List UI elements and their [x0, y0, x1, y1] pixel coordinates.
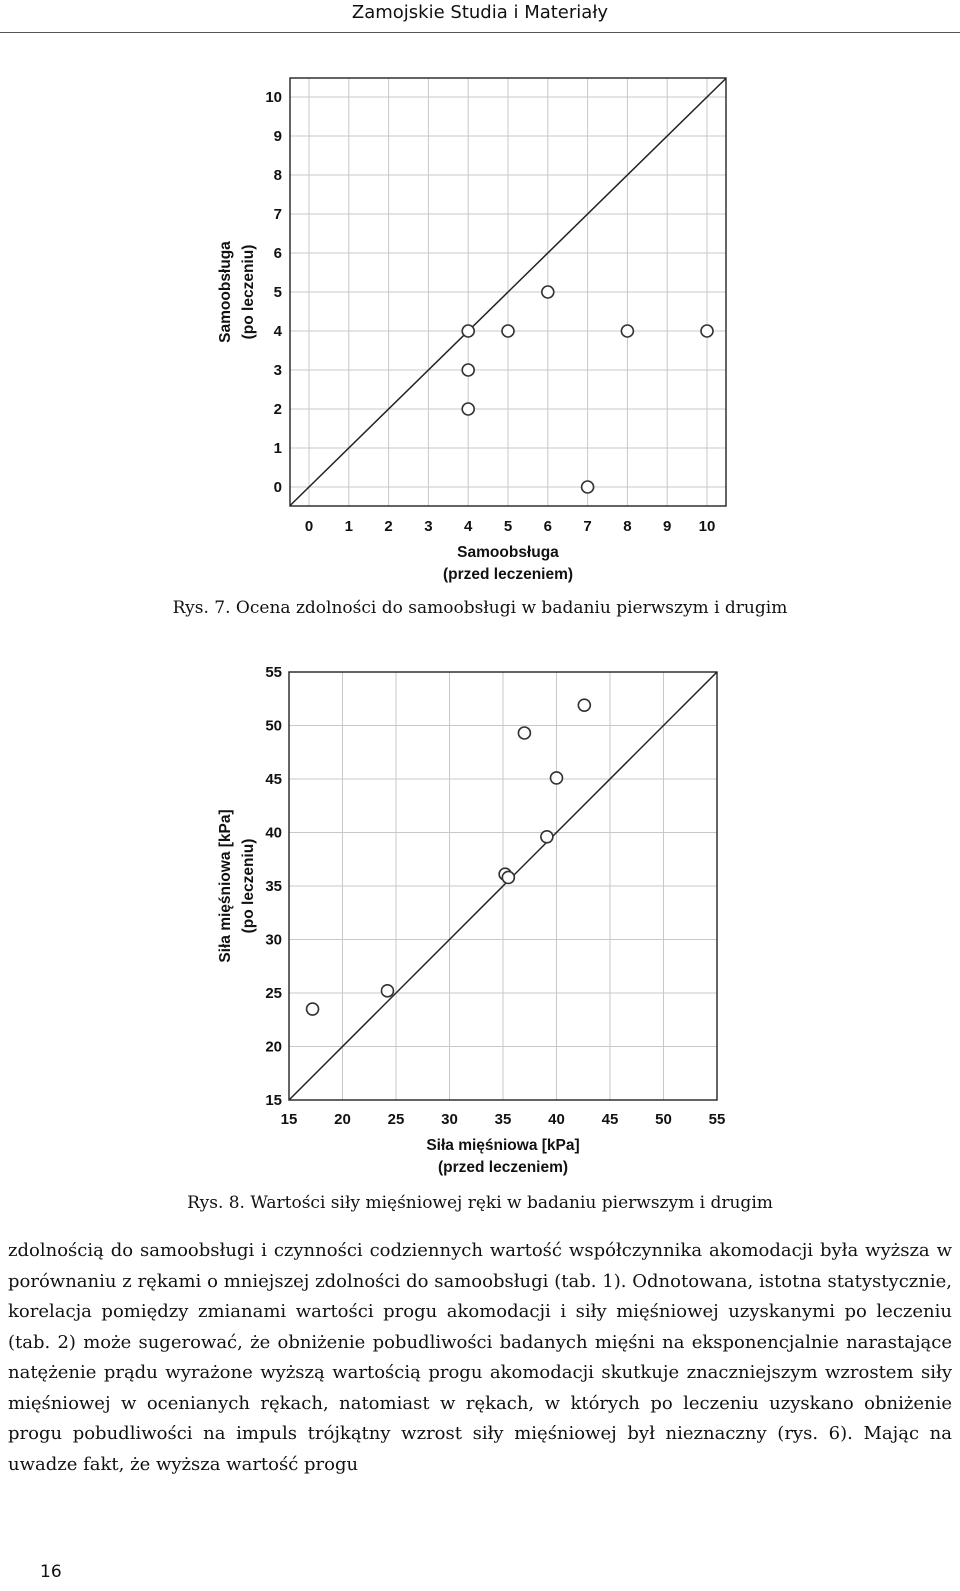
- x-tick-label: 8: [623, 518, 632, 535]
- figure-7: [0, 0, 960, 590]
- data-point: [542, 286, 554, 298]
- x-tick-label: 2: [384, 518, 393, 535]
- data-point: [462, 325, 474, 337]
- muscle-strength-scatter-plot: [0, 640, 960, 1185]
- x-tick-label: 45: [601, 1111, 619, 1128]
- x-axis-label: (przed leczeniem): [437, 1159, 569, 1176]
- page-number: 16: [40, 1562, 62, 1582]
- y-tick-label: 20: [265, 1038, 282, 1056]
- x-tick-label: 35: [494, 1111, 512, 1128]
- y-tick-label: 40: [265, 824, 282, 842]
- y-tick-label: 15: [265, 1092, 282, 1109]
- y-tick-label: 30: [265, 931, 282, 949]
- data-point: [502, 325, 514, 337]
- y-tick-label: 45: [265, 771, 282, 788]
- y-tick-label: 50: [265, 717, 282, 735]
- y-tick-label: 25: [265, 985, 282, 1002]
- x-tick-label: 9: [663, 518, 672, 535]
- data-point: [551, 772, 563, 784]
- x-tick-label: 55: [708, 1111, 726, 1128]
- x-tick-label: 5: [503, 518, 513, 535]
- x-tick-label: 50: [655, 1111, 672, 1128]
- data-point: [518, 727, 530, 739]
- data-point: [502, 871, 514, 883]
- data-point: [582, 481, 594, 493]
- y-axis-label: Samoobsługa: [217, 241, 234, 343]
- y-tick-label: 9: [273, 128, 282, 145]
- journal-title: Zamojskie Studia i Materiały: [351, 2, 609, 23]
- y-tick-label: 2: [273, 401, 282, 418]
- x-tick-label: 25: [387, 1111, 405, 1128]
- figure-7-caption: Rys. 7. Ocena zdolności do samoobsługi w badaniu pierwszym i drugim: [172, 598, 788, 618]
- y-tick-label: 3: [273, 362, 282, 379]
- data-point: [462, 364, 474, 376]
- figure-8-caption: Rys. 8. Wartości siły mięśniowej ręki w badaniu pierwszym i drugim: [187, 1193, 773, 1213]
- y-tick-label: 4: [273, 323, 282, 340]
- self-care-scatter-plot: [0, 0, 960, 590]
- data-point: [541, 831, 553, 843]
- y-tick-label: 6: [273, 245, 282, 262]
- x-tick-label: 20: [334, 1111, 351, 1128]
- x-tick-label: 30: [441, 1111, 458, 1128]
- x-tick-label: 7: [583, 518, 592, 535]
- x-tick-label: 3: [424, 518, 433, 535]
- y-axis-label: Siła mięśniowa [kPa]: [217, 809, 234, 963]
- x-axis-label: Samoobsługa: [457, 544, 559, 561]
- data-point: [578, 699, 590, 711]
- y-tick-label: 0: [273, 479, 282, 496]
- y-tick-label: 1: [273, 440, 282, 457]
- y-tick-label: 55: [265, 664, 282, 681]
- body-paragraph: zdolnością do samoobsługi i czynności codziennych wartość współczynnika akomodacji była wyższa w porównaniu z rękami o mniejszej zdolności do samoobsługi (tab. 1). Odnotowana, istotna statystycznie, korelacja pomiędzy zmianami wartości progu akomodacji i siły mięśniowej uzyskanymi po leczeniu (tab. 2) może sugerować, że obniżenie pobudliwości badanych mięśni na eksponencjalnie narastające natężenie prądu wyrażone wyższą wartością progu akomodacji skutkuje znaczniejszym wzrostem siły mięśniowej w ocenianych rękach, natomiast w rękach, w których po leczeniu uzyskano obniżenie progu pobudliwości na impuls trójkątny wzrost siły mięśniowej był nieznaczny (rys. 6). Mając na uwadze fakt, że wyższa wartość progu: [8, 1240, 952, 1475]
- y-axis-label: (po leczeniu): [240, 244, 257, 340]
- data-point: [307, 1003, 319, 1015]
- data-point: [701, 325, 713, 337]
- y-tick-label: 8: [273, 167, 282, 184]
- y-tick-label: 5: [273, 284, 282, 301]
- data-point: [621, 325, 633, 337]
- y-axis-label: (po leczeniu): [240, 838, 257, 934]
- data-point: [381, 985, 393, 997]
- x-tick-label: 15: [280, 1111, 298, 1128]
- y-tick-label: 10: [265, 89, 282, 106]
- y-tick-label: 35: [265, 878, 282, 895]
- x-axis-label: Siła mięśniowa [kPa]: [426, 1137, 580, 1154]
- figure-8: [0, 640, 960, 1185]
- body-text: [8, 1236, 952, 1480]
- x-axis-label: (przed leczeniem): [442, 566, 574, 583]
- x-tick-label: 40: [548, 1111, 565, 1128]
- x-tick-label: 4: [464, 518, 473, 535]
- y-tick-label: 7: [273, 206, 282, 223]
- x-tick-label: 1: [344, 518, 353, 535]
- x-tick-label: 10: [698, 518, 716, 535]
- data-point: [462, 403, 474, 415]
- x-tick-label: 6: [543, 518, 552, 535]
- x-tick-label: 0: [304, 518, 314, 535]
